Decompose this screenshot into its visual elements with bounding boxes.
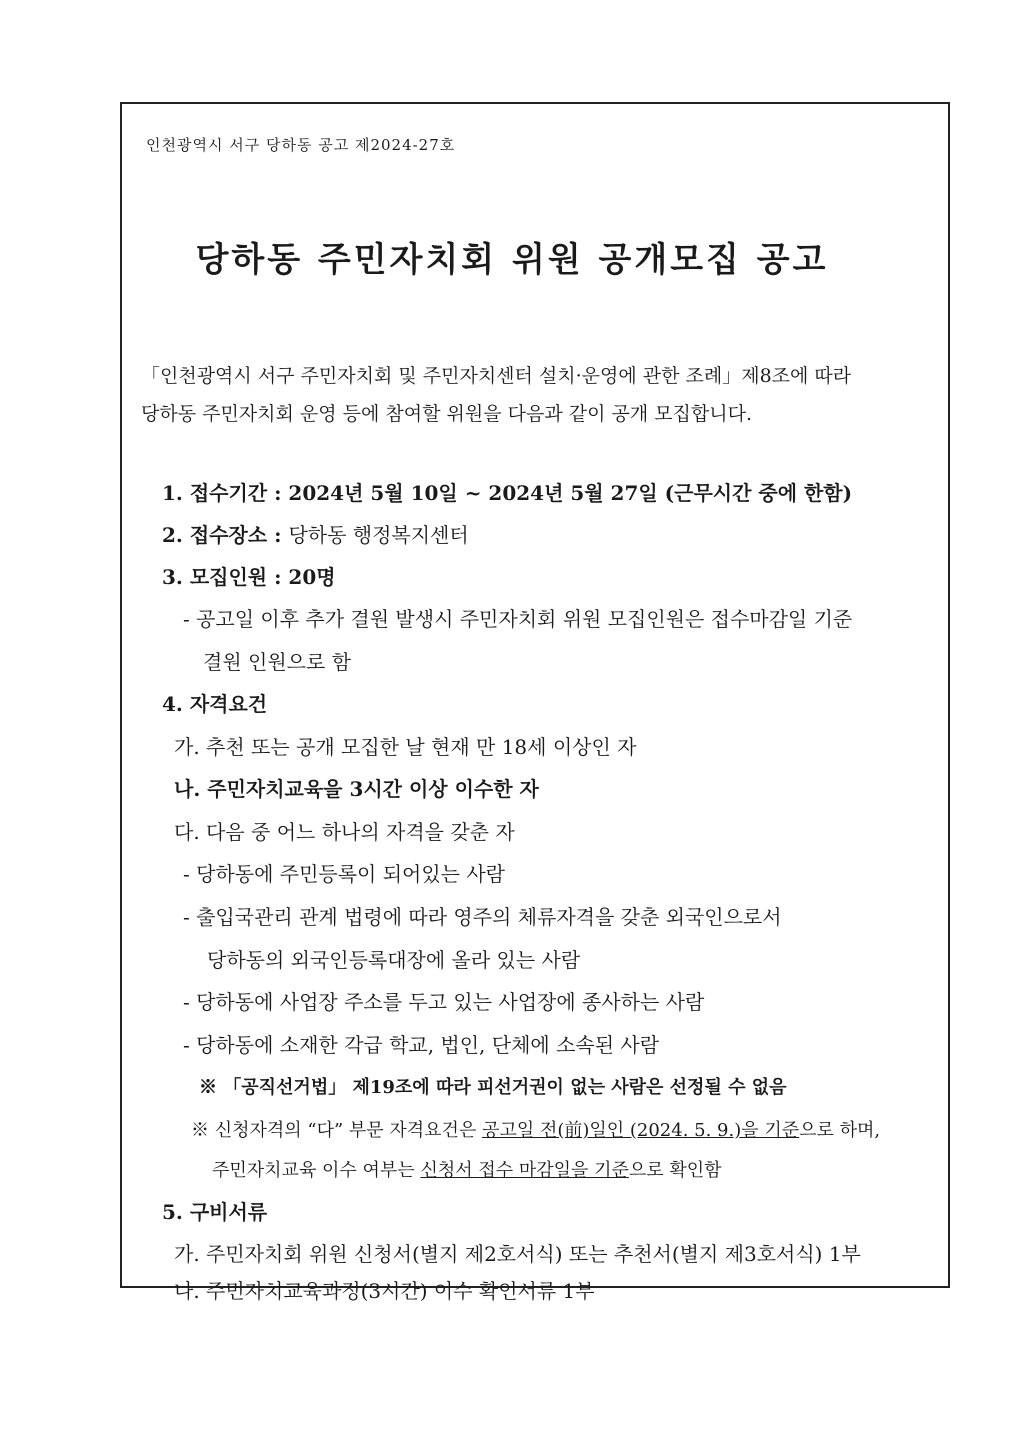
documents-a: 가. 주민자치회 위원 신청서(별지 제2호서식) 또는 추천서(별지 제3호서식) 1부	[174, 1242, 861, 1266]
item-period: 1. 접수기간 : 2024년 5월 10일 ~ 2024년 5월 27일 (근무시간 중에 한함)	[162, 481, 853, 505]
underlined-deadline: 신청서 접수 마감일을 기준	[420, 1160, 629, 1181]
item-recruit: 3. 모집인원 : 20명	[162, 565, 336, 589]
recruit-note-1: - 공고일 이후 추가 결원 발생시 주민자치회 위원 모집인원은 접수마감일 기준	[183, 607, 853, 631]
qualification-heading: 4. 자격요건	[162, 692, 268, 716]
intro-line-1: 「인천광역시 서구 주민자치회 및 주민자치센터 설치·운영에 관한 조례」제8조에 따라	[141, 365, 852, 387]
qualification-c-3: - 당하동에 사업장 주소를 두고 있는 사업장에 종사하는 사람	[183, 990, 705, 1014]
documents-heading: 5. 구비서류	[162, 1200, 268, 1224]
qualification-c-2b: 당하동의 외국인등록대장에 올라 있는 사람	[207, 948, 581, 972]
documents-b: 나. 주민자치교육과정(3시간) 이수 확인서류 1부	[174, 1279, 595, 1303]
qualification-c-1: - 당하동에 주민등록이 되어있는 사람	[183, 862, 505, 886]
note-qualification-date: ※ 신청자격의 “다” 부문 자격요건은 공고일 전(前)일인 (2024. 5. 9.)을 기준으로 하며,	[191, 1120, 881, 1141]
qualification-a: 가. 추천 또는 공개 모집한 날 현재 만 18세 이상인 자	[174, 735, 637, 759]
notice-number: 인천광역시 서구 당하동 공고 제2024-27호	[146, 136, 456, 154]
qualification-c: 다. 다음 중 어느 하나의 자격을 갖춘 자	[174, 820, 515, 844]
item-place	[162, 521, 469, 549]
page-title: 당하동 주민자치회 위원 공개모집 공고	[195, 240, 829, 280]
place-label: 2. 접수장소 :	[162, 523, 289, 547]
qualification-b: 나. 주민자치교육을 3시간 이상 이수한 자	[174, 777, 539, 801]
qualification-c-2a: - 출입국관리 관계 법령에 따라 영주의 체류자격을 갖춘 외국인으로서	[183, 905, 782, 929]
underlined-date: 공고일 전(前)일인 (2024. 5. 9.)을 기준	[482, 1120, 800, 1141]
note-education-date: 주민자치교육 이수 여부는 신청서 접수 마감일을 기준으로 확인함	[212, 1160, 722, 1181]
note-election-law: ※ 「공직선거법」 제19조에 따라 피선거권이 없는 사람은 선정될 수 없음	[199, 1077, 787, 1098]
intro-line-2: 당하동 주민자치회 운영 등에 참여할 위원을 다음과 같이 공개 모집합니다.	[141, 403, 753, 425]
qualification-c-4: - 당하동에 소재한 각급 학교, 법인, 단체에 소속된 사람	[183, 1033, 660, 1057]
recruit-note-2: 결원 인원으로 함	[203, 650, 351, 674]
place-value: 당하동 행정복지센터	[288, 523, 469, 547]
